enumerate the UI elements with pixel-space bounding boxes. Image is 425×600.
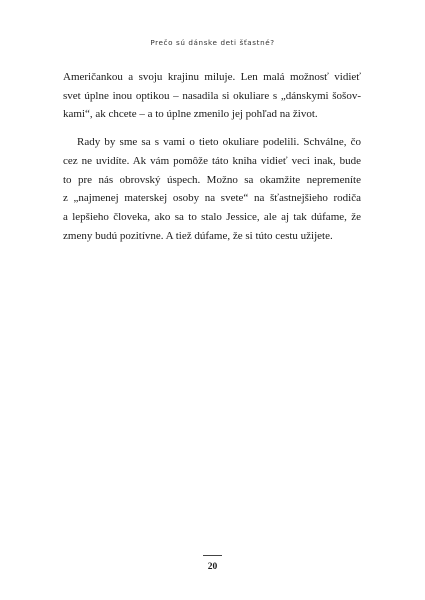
text-line: cez ne uvidíte. Ak vám pomôže táto kniha vidieť veci inak, bude bbox=[63, 154, 361, 167]
text-line: zmeny budú pozitívne. A tiež dúfame, že si túto cestu užijete. bbox=[63, 229, 333, 242]
text-line: svet úplne inou optikou – nasadila si okuliare s „dánskymi šošov- bbox=[63, 89, 361, 102]
text-line: kami“, ak chcete – a to úplne zmenilo jej pohľad na život. bbox=[63, 108, 318, 121]
paragraph bbox=[63, 68, 361, 124]
text-line: Rady by sme sa s vami o tieto okuliare podelili. Schválne, čo bbox=[77, 136, 361, 149]
text-line: Američankou a svoju krajinu miluje. Len malá možnosť vidieť bbox=[63, 71, 361, 83]
text-line: a lepšieho človeka, ako sa to stalo Jessice, ale aj tak dúfame, že bbox=[63, 210, 361, 223]
text-line: z „najmenej materskej osoby na svete“ na šťastnejšieho rodiča bbox=[63, 192, 361, 205]
running-header: Prečo sú dánske deti šťastné? bbox=[150, 38, 275, 47]
paragraph bbox=[63, 133, 361, 245]
footer-divider bbox=[203, 555, 222, 556]
body-text bbox=[63, 68, 361, 245]
text-line: to pre nás obrovský úspech. Možno sa okamžite nepremeníte bbox=[63, 173, 361, 186]
page-number: 20 bbox=[207, 562, 218, 572]
